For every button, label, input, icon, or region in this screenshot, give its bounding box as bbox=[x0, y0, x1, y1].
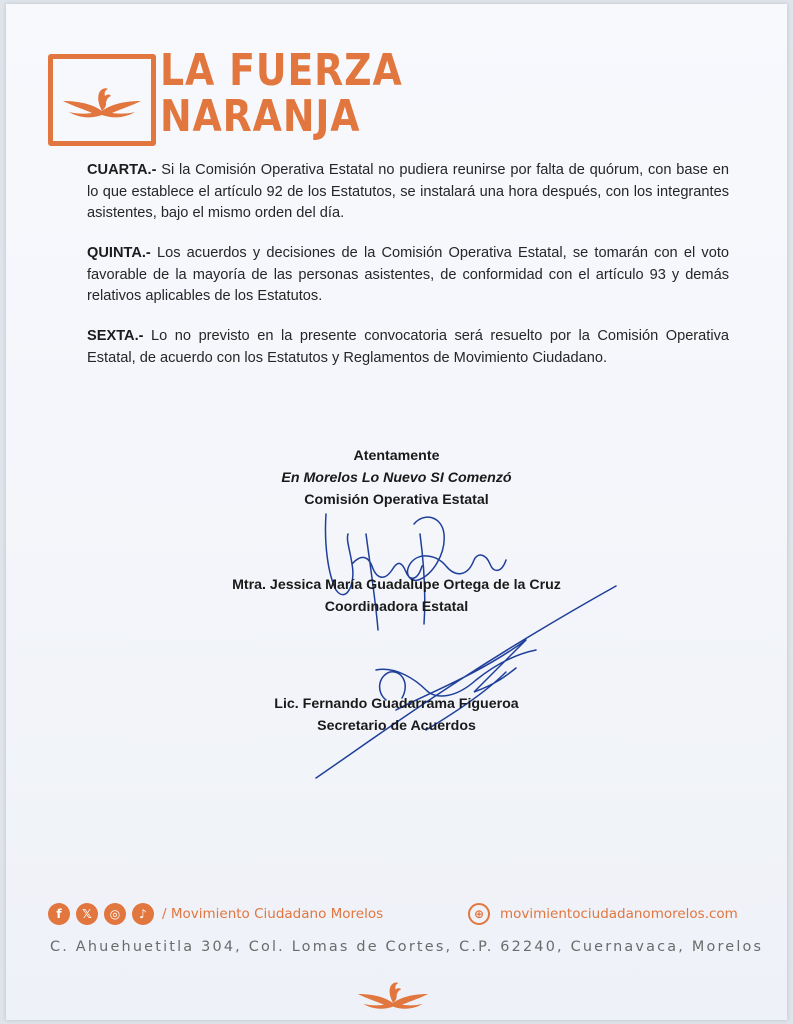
clause-quinta bbox=[87, 243, 729, 308]
clause-text: Si la Comisión Operativa Estatal no pudiera reunirse por falta de quórum, con base en lo que establece el artículo 92 de los Estatutos, se instalará una hora después, con los integrantes asistentes, bajo el mismo orden del día. bbox=[87, 162, 729, 221]
logo-wordmark bbox=[160, 45, 403, 142]
facebook-icon[interactable]: f bbox=[48, 903, 70, 925]
social-links bbox=[48, 902, 383, 926]
eagle-icon bbox=[59, 81, 145, 121]
footer-eagle-icon bbox=[350, 976, 436, 1012]
social-handle[interactable]: / Movimiento Ciudadano Morelos bbox=[162, 906, 384, 922]
tiktok-icon[interactable]: ♪ bbox=[132, 903, 154, 925]
closing-motto: En Morelos Lo Nuevo SI Comenzó bbox=[281, 470, 512, 486]
party-logo bbox=[48, 54, 156, 146]
instagram-icon[interactable]: ◎ bbox=[104, 903, 126, 925]
clause-sexta bbox=[87, 326, 729, 369]
signatory-1-role: Coordinadora Estatal bbox=[324, 599, 469, 615]
clause-label: QUINTA.- bbox=[87, 245, 151, 261]
clause-text: Lo no previsto en la presente convocatoria será resuelto por la Comisión Operativa Estatal, de acuerdo con los Estatutos y Reglamentos de Movimiento Ciudadano. bbox=[87, 328, 729, 366]
closing-salutation: Atentamente bbox=[353, 448, 440, 464]
signatory-1-name: Mtra. Jessica María Guadalupe Ortega de la Cruz bbox=[232, 577, 561, 593]
clause-label: CUARTA.- bbox=[87, 162, 157, 178]
website-link bbox=[468, 902, 738, 926]
clause-text: Los acuerdos y decisiones de la Comisión Operativa Estatal, se tomarán con el voto favorable de la mayoría de las personas asistentes, de conformidad con el artículo 93 y demás relativos aplicables de los Estatutos. bbox=[87, 245, 729, 304]
signatory-2-role: Secretario de Acuerdos bbox=[317, 718, 476, 734]
clause-label: SEXTA.- bbox=[87, 328, 144, 344]
office-address: C. Ahuehuetitla 304, Col. Lomas de Cortes, C.P. 62240, Cuernavaca, Morelos bbox=[50, 939, 764, 955]
document-page bbox=[6, 4, 787, 1020]
website-url[interactable]: movimientociudadanomorelos.com bbox=[500, 906, 738, 922]
logo-line-1: LA FUERZA bbox=[160, 45, 403, 96]
x-icon[interactable]: 𝕏 bbox=[76, 903, 98, 925]
clause-cuarta bbox=[87, 160, 729, 225]
signatory-2-name: Lic. Fernando Guadarrama Figueroa bbox=[274, 696, 519, 712]
logo-line-2: NARANJA bbox=[160, 91, 361, 142]
globe-icon: ⊕ bbox=[468, 903, 490, 925]
signature-guadarrama bbox=[306, 580, 626, 780]
closing-body: Comisión Operativa Estatal bbox=[304, 492, 489, 508]
